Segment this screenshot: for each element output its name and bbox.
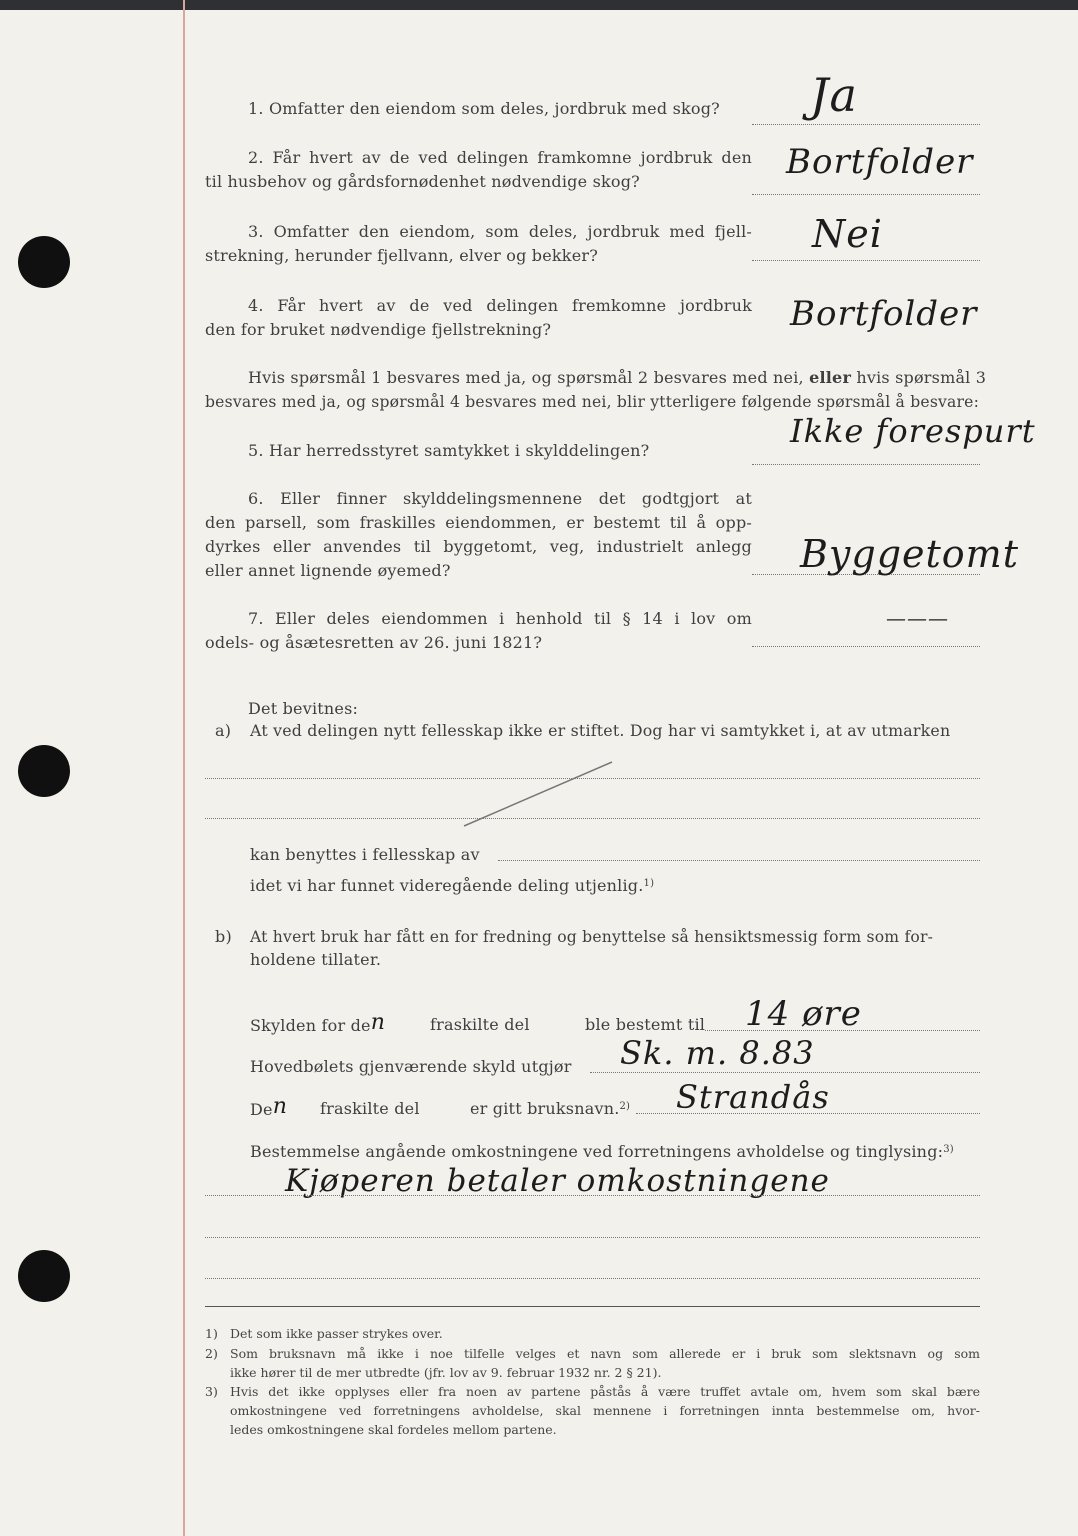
navn-label-3 (470, 1097, 630, 1121)
conditional-bold: eller (809, 368, 852, 387)
strike-through-mark (460, 758, 620, 830)
attest-a-marker: a) (215, 721, 232, 740)
attest-a-text: At ved delingen nytt fellesskap ikke er stiftet. Dog har vi samtykket i, at av utmarken (250, 721, 951, 740)
conditional-line-1 (248, 366, 986, 390)
question-6-line-4: eller annet lignende øyemed? (205, 561, 451, 580)
idet-footnote-ref: 1) (643, 878, 655, 889)
navn-label-text: De (250, 1100, 273, 1119)
footnote-3-marker: 3) (205, 1384, 218, 1399)
shared-use-label: kan benyttes i fellesskap av (250, 845, 480, 864)
answer-line-1 (752, 124, 980, 125)
idet-text (250, 874, 654, 898)
margin-rule (183, 0, 185, 1536)
footnote-2-line-1: Som bruksnavn må ikke i noe tilfelle velges et navn som allerede er i bruk som slektsnavn og som (230, 1346, 980, 1361)
bestemmelse-line-2 (205, 1237, 980, 1238)
navn-label-3-text: er gitt bruksnavn. (470, 1099, 620, 1118)
navn-value-handwritten: Strandås (676, 1078, 830, 1116)
bestemmelse-text: Bestemmelse angående omkostningene ved forretningens avholdelse og tinglysing: (250, 1142, 944, 1161)
conditional-text-a: Hvis spørsmål 1 besvares med ja, og spørsmål 2 besvares med nei, (248, 368, 810, 387)
answer-line-3 (752, 260, 980, 261)
conditional-line-2: besvares med ja, og spørsmål 4 besvares med nei, blir ytterligere følgende spørsmål å besvare: (205, 393, 980, 411)
question-3-line-2: strekning, herunder fjellvann, elver og bekker? (205, 246, 599, 265)
footnote-2-line-2: ikke hører til de mer utbredte (jfr. lov av 9. februar 1932 nr. 2 § 21). (230, 1365, 662, 1380)
hoved-value-handwritten: Sk. m. 8.83 (620, 1034, 815, 1072)
bestemmelse-line-1 (205, 1195, 980, 1196)
answer-line-5 (752, 464, 980, 465)
answer-2-handwritten: Bortfolder (786, 142, 974, 182)
navn-label-1 (250, 1094, 288, 1122)
footnote-rule (205, 1306, 980, 1307)
footnote-1-marker: 1) (205, 1326, 218, 1341)
navn-label-2: fraskilte del (320, 1099, 420, 1118)
skyld-hw-suffix: n (370, 1010, 386, 1035)
question-2-line-1: 2. Får hvert av de ved delingen framkomne jordbruk den (248, 148, 752, 167)
question-1-text: 1. Omfatter den eiendom som deles, jordbruk med skog? (248, 99, 720, 118)
scan-top-edge (0, 0, 1078, 10)
skyld-value-handwritten: 14 øre (745, 994, 862, 1034)
skyld-label-2: fraskilte del (430, 1015, 530, 1034)
question-4-line-1: 4. Får hvert av de ved delingen fremkomne jordbruk (248, 296, 752, 315)
attest-b-line-2: holdene tillater. (250, 950, 382, 969)
question-6-line-3: dyrkes eller anvendes til byggetomt, veg, industrielt anlegg (205, 537, 752, 556)
question-6-line-2: den parsell, som fraskilles eiendommen, er bestemt til å opp- (205, 513, 752, 532)
question-5-text: 5. Har herredsstyret samtykket i skylddelingen? (248, 441, 650, 460)
answer-6-handwritten: Byggetomt (800, 532, 1019, 576)
navn-footnote-ref: 2) (619, 1101, 631, 1112)
footnote-3-line-3: ledes omkostningene skal fordeles mellom partene. (230, 1422, 557, 1437)
answer-line-2 (752, 194, 980, 195)
answer-7-handwritten: ——— (886, 606, 949, 630)
bestemmelse-line-3 (205, 1278, 980, 1279)
shared-use-line (498, 860, 980, 861)
attest-heading: Det bevitnes: (248, 699, 359, 718)
answer-1-handwritten: Ja (810, 68, 858, 122)
attest-b-marker: b) (215, 927, 232, 946)
attest-b-line-1: At hvert bruk har fått en for fredning og benyttelse så hensiktsmessig form som for- (250, 928, 934, 946)
footnote-3-line-2: omkostningene ved forretningens avholdelse, skal mennene i forretningen inntа bestemmelse om, hvor- (230, 1403, 980, 1418)
answer-3-handwritten: Nei (812, 212, 883, 256)
idet-main: idet vi har funnet videregående deling utjenlig. (250, 876, 644, 895)
hoved-line (590, 1072, 980, 1073)
answer-4-handwritten: Bortfolder (790, 294, 978, 334)
punch-hole-bottom (18, 1250, 70, 1302)
hoved-label: Hovedbølets gjenværende skyld utgjør (250, 1057, 572, 1076)
punch-hole-middle (18, 745, 70, 797)
footnote-1-text: Det som ikke passer strykes over. (230, 1326, 443, 1341)
bestemmelse-footnote-ref: 3) (943, 1144, 954, 1155)
question-3-line-1: 3. Omfatter den eiendom, som deles, jordbruk med fjell- (248, 222, 752, 241)
conditional-text-b: hvis spørsmål 3 (851, 368, 987, 387)
skyld-label-1 (250, 1010, 386, 1038)
question-7-line-1: 7. Eller deles eiendommen i henhold til § 14 i lov om (248, 609, 752, 628)
footnote-2-marker: 2) (205, 1346, 218, 1361)
question-2-line-2: til husbehov og gårdsfornødenhet nødvendige skog? (205, 172, 640, 191)
navn-hw-suffix: n (272, 1094, 288, 1119)
punch-hole-top (18, 236, 70, 288)
question-7-line-2: odels- og åsætesretten av 26. juni 1821? (205, 633, 543, 652)
bestemmelse-value-handwritten: Kjøperen betaler omkostningene (285, 1163, 830, 1199)
footnote-3-line-1: Hvis det ikke opplyses eller fra noen av partene påstås å være truffet avtale om, hvem som skal bære (230, 1384, 980, 1399)
answer-5-handwritten: Ikke forespurt (790, 412, 1036, 450)
skyld-label-3: ble bestemt til (585, 1015, 706, 1034)
bestemmelse-label (250, 1140, 954, 1164)
question-6-line-1: 6. Eller finner skylddelingsmennene det godtgjort at (248, 489, 752, 508)
skyld-label-text: Skylden for de (250, 1016, 371, 1035)
question-4-line-2: den for bruket nødvendige fjellstrekning? (205, 320, 552, 339)
answer-line-7 (752, 646, 980, 647)
